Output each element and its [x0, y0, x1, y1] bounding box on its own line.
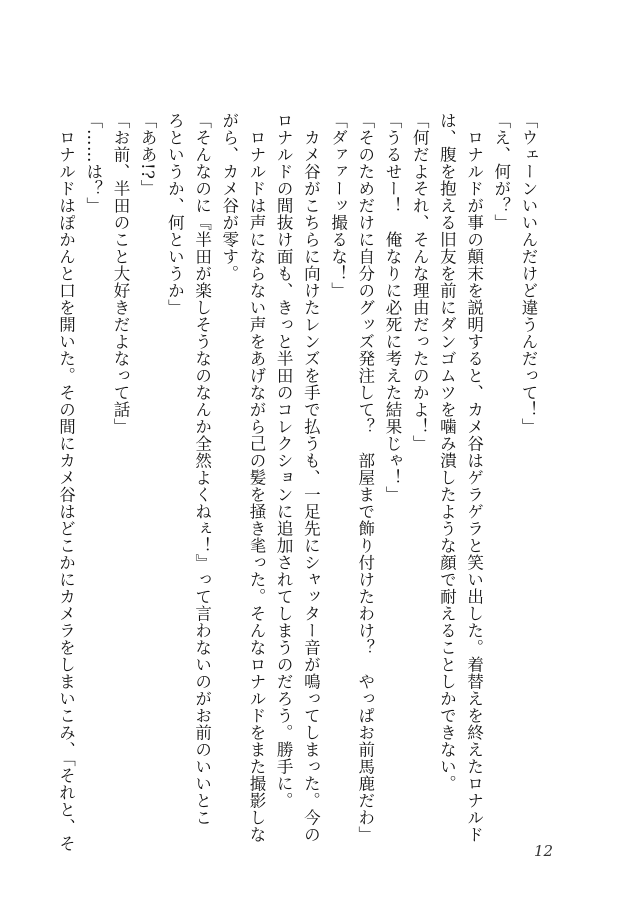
- text-line: ロナルドの間抜け面も、きっと半田のコレクションに追加されてしまうのだろう。勝手に。: [274, 112, 294, 809]
- text-line: 「ウェーンいいんだけど違うんだって！」: [519, 112, 538, 435]
- text-line: ろというか、何というか」: [165, 112, 185, 316]
- text-line: 「そんなのに『半田が楽しそうなのなんか全然よくねぇ！』って言わないのがお前のいいとこ: [192, 112, 212, 826]
- text-line: 「ああ!?」: [138, 112, 158, 197]
- text-line: 「お前、半田のこと大好きだよなって話」: [110, 112, 130, 435]
- text-line: 「何だよそれ、そんな理由だったのかよ！」: [410, 112, 430, 452]
- vertical-text-body: [52, 112, 542, 852]
- text-line: がら、カメ谷が零す。: [219, 112, 239, 282]
- text-line: ロナルドはぽかんと口を開いた。その間にカメ谷はどこかにカメラをしまいこみ、「それと、そ: [56, 112, 76, 852]
- text-line: ロナルドは声にならない声をあげながら己の髪を掻き毟った。そんなロナルドをまた撮影しな: [246, 112, 266, 843]
- page-number: 12: [534, 842, 554, 860]
- text-line: は、腹を抱える旧友を前にダンゴムツを噛み潰したような顔で耐えることしかできない。: [437, 112, 457, 792]
- text-line: 「そのためだけに自分のグッズ発注して？ 部屋まで飾り付けたわけ？ やっぱお前馬鹿だわ」: [355, 112, 375, 843]
- text-line: カメ谷がこちらに向けたレンズを手で払うも、一足先にシャッター音が鳴ってしまった。今の: [301, 112, 321, 843]
- text-line: ロナルドが事の顛末を説明すると、カメ谷はゲラゲラと笑い出した。着替えを終えたロナルド: [464, 112, 484, 843]
- text-line: 「うるせー！ 俺なりに必死に考えた結果じゃ！」: [382, 112, 402, 503]
- text-line: 「……は？」: [83, 112, 103, 214]
- text-line: 「ダァァーッ撮るな！」: [328, 112, 348, 299]
- text-line: 「え、何が？」: [491, 112, 511, 231]
